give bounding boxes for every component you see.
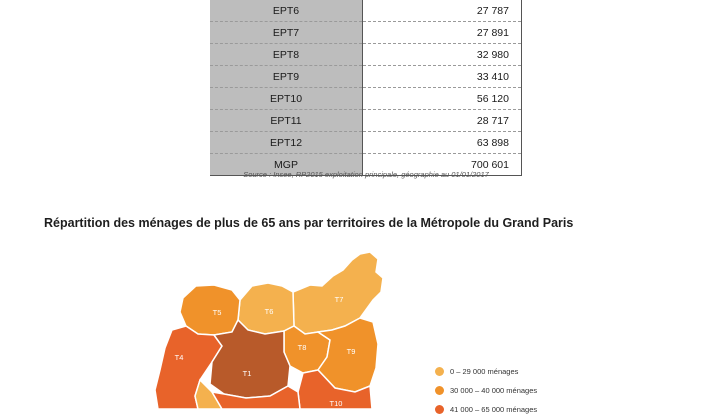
row-value: 32 980 [363,44,522,66]
legend-item [435,362,537,381]
legend-label: 41 000 – 65 000 ménages [450,405,538,414]
legend-label: 30 000 – 40 000 ménages [450,386,538,395]
label-t4: T4 [174,353,184,362]
legend-swatch [435,367,444,376]
row-label: EPT7 [210,22,363,44]
row-value: 27 787 [363,0,522,22]
row-label: EPT11 [210,110,363,132]
legend-swatch [435,405,444,414]
label-t8: T8 [297,343,307,352]
source-note: Source : Insee, RP2015 exploitation principale, géographie au 01/01/2017 [243,170,489,179]
map-legend [435,362,537,419]
row-value: 56 120 [363,88,522,110]
legend-swatch [435,386,444,395]
label-t10: T10 [329,399,343,408]
row-label: EPT6 [210,0,363,22]
row-label: EPT9 [210,66,363,88]
legend-item [435,381,537,400]
row-label: EPT8 [210,44,363,66]
row-value: 28 717 [363,110,522,132]
label-t9: T9 [346,347,356,356]
row-label: EPT12 [210,132,363,154]
row-label: EPT10 [210,88,363,110]
label-t5: T5 [212,308,222,317]
row-value: 33 410 [363,66,522,88]
legend-label: 0 – 29 000 ménages [450,367,519,376]
label-t1: T1 [242,369,252,378]
row-value: 27 891 [363,22,522,44]
label-t6: T6 [264,307,274,316]
map-title: Répartition des ménages de plus de 65 ans par territoires de la Métropole du Grand Paris [44,216,574,230]
label-t7: T7 [334,295,344,304]
row-label: MGP [210,154,363,176]
row-value: 700 601 [363,154,522,176]
legend-item [435,400,537,419]
row-value: 63 898 [363,132,522,154]
